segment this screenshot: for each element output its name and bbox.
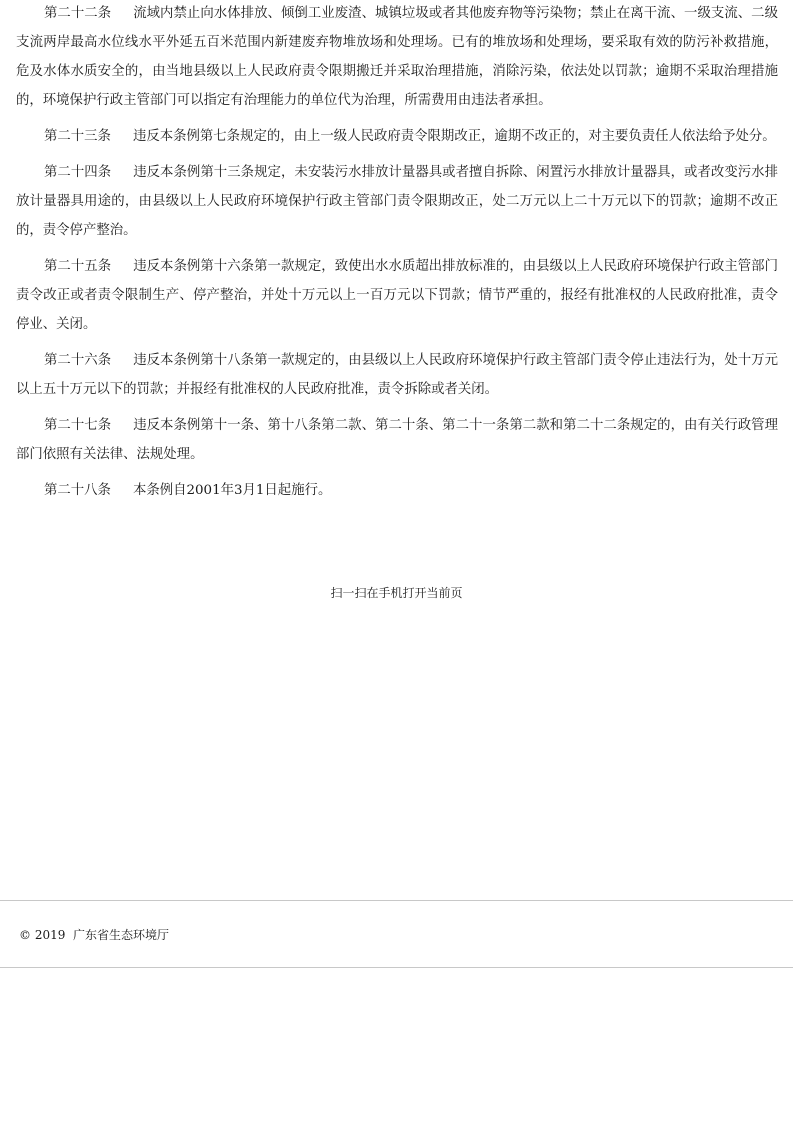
- article-23: [16, 122, 778, 151]
- footer-divider-top: [0, 900, 793, 901]
- article-number: 第二十三条: [44, 129, 111, 144]
- article-28: [16, 476, 778, 505]
- article-25: [16, 252, 778, 339]
- article-text: 违反本条例第十六条第一款规定，致使出水水质超出排放标准的，由县级以上人民政府环境保护行政主管部门责令改正或者责令限制生产、停产整治，并处十万元以上一百万元以下罚款；情节严重的，报经有批准权的人民政府批准，责令停业、关闭。: [16, 259, 779, 332]
- article-text: 本条例自2001年3月1日起施行。: [132, 483, 332, 498]
- article-number: 第二十五条: [44, 259, 112, 274]
- qr-scan-caption: 扫一扫在手机打开当前页: [330, 586, 463, 600]
- footer-copyright: © 2019 广东省生态环境厅: [19, 928, 169, 942]
- article-text: 违反本条例第十八条第一款规定的，由县级以上人民政府环境保护行政主管部门责令停止违法行为，处十万元以上五十万元以下的罚款；并报经有批准权的人民政府批准，责令拆除或者关闭。: [16, 353, 779, 397]
- article-26: [16, 346, 778, 404]
- article-text: 违反本条例第十三条规定，未安装污水排放计量器具或者擅自拆除、闲置污水排放计量器具，或者改变污水排放计量器具用途的，由县级以上人民政府环境保护行政主管部门责令限期改正，处二万元以上二十万元以下的罚款；逾期不改正的，责令停产整治。: [16, 165, 779, 238]
- article-number: 第二十六条: [44, 353, 112, 368]
- article-text: 流域内禁止向水体排放、倾倒工业废渣、城镇垃圾或者其他废弃物等污染物；禁止在离干流、一级支流、二级支流两岸最高水位线水平外延五百米范围内新建废弃物堆放场和处理场。已有的堆放场和处理场，要采取有效的防污补救措施，危及水体水质安全的，由当地县级以上人民政府责令限期搬迁并采取治理措施，消除污染，依法处以罚款；逾期不采取治理措施的，环境保护行政主管部门可以指定有治理能力的单位代为治理，所需费用由违法者承担。: [16, 6, 779, 108]
- article-text: 违反本条例第十一条、第十八条第二款、第二十条、第二十一条第二款和第二十二条规定的，由有关行政管理部门依照有关法律、法规处理。: [16, 418, 779, 462]
- article-24: [16, 158, 778, 245]
- article-number: 第二十四条: [44, 165, 112, 180]
- article-number: 第二十二条: [44, 6, 112, 21]
- article-body: [16, 0, 778, 505]
- article-number: 第二十七条: [44, 418, 112, 433]
- article-text: 违反本条例第七条规定的，由上一级人民政府责令限期改正，逾期不改正的，对主要负责任人依法给予处分。: [132, 129, 776, 144]
- article-number: 第二十八条: [44, 483, 111, 498]
- article-22: [16, 0, 778, 115]
- article-27: [16, 411, 778, 469]
- footer-divider-bottom: [0, 967, 793, 968]
